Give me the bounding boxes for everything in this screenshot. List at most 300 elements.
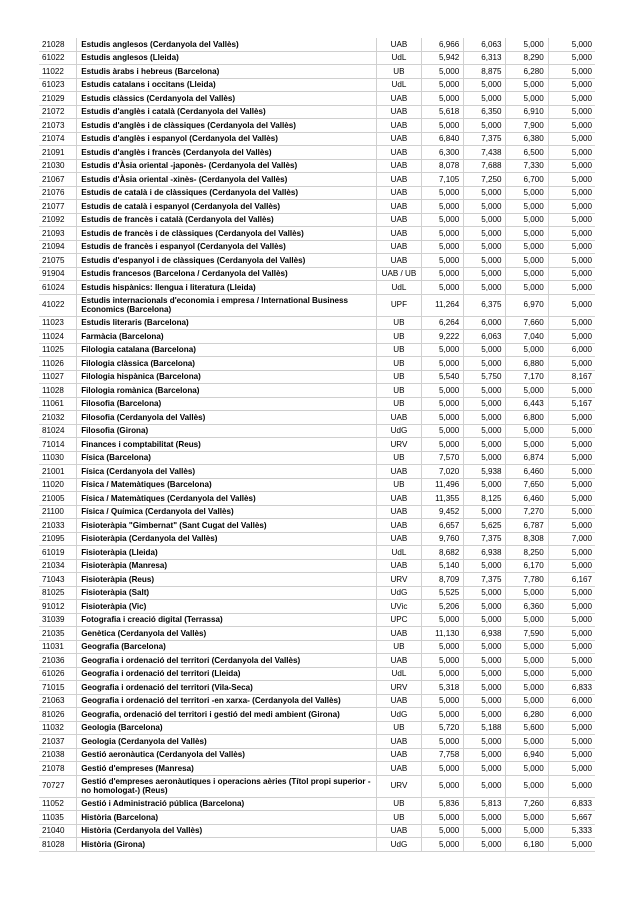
grade-cell-4: 6,167: [548, 573, 595, 587]
grade-cell-4: 5,000: [548, 78, 595, 92]
program-code-cell: 11028: [39, 384, 77, 398]
table-row: [39, 146, 595, 160]
grade-cell-1: 5,000: [422, 735, 464, 749]
table-row: [39, 38, 595, 51]
university-cell: UB: [376, 330, 421, 344]
program-code-cell: 21001: [39, 465, 77, 479]
program-code-cell: 21072: [39, 105, 77, 119]
grade-cell-1: 5,000: [422, 411, 464, 425]
grade-cell-3: 5,000: [506, 438, 548, 452]
grade-cell-4: 5,000: [548, 559, 595, 573]
program-name-cell: Física / Química (Cerdanyola del Vallès): [77, 505, 377, 519]
grade-cell-1: 7,758: [422, 748, 464, 762]
grade-cell-1: 8,682: [422, 546, 464, 560]
university-cell: UAB: [376, 465, 421, 479]
table-body: [39, 38, 595, 851]
table-row: [39, 267, 595, 281]
table-row: [39, 694, 595, 708]
program-code-cell: 11025: [39, 343, 77, 357]
grade-cell-3: 5,000: [506, 775, 548, 797]
grade-cell-2: 5,000: [464, 640, 506, 654]
table-row: [39, 119, 595, 133]
grade-cell-3: 5,000: [506, 343, 548, 357]
university-cell: UAB: [376, 505, 421, 519]
grade-cell-4: 5,000: [548, 667, 595, 681]
university-cell: UdG: [376, 586, 421, 600]
grade-cell-2: 5,000: [464, 384, 506, 398]
university-cell: UAB: [376, 227, 421, 241]
program-name-cell: Estudis de català i espanyol (Cerdanyola del Vallès): [77, 200, 377, 214]
program-code-cell: 21035: [39, 627, 77, 641]
program-name-cell: Genètica (Cerdanyola del Vallès): [77, 627, 377, 641]
grade-cell-4: 5,000: [548, 267, 595, 281]
grade-cell-4: 5,000: [548, 600, 595, 614]
table-row: [39, 627, 595, 641]
grade-cell-3: 5,000: [506, 424, 548, 438]
grade-cell-1: 5,000: [422, 119, 464, 133]
program-name-cell: Geologia (Cerdanyola del Vallès): [77, 735, 377, 749]
grade-cell-3: 5,000: [506, 267, 548, 281]
grade-cell-1: 5,000: [422, 397, 464, 411]
program-code-cell: 21034: [39, 559, 77, 573]
grade-cell-2: 5,000: [464, 600, 506, 614]
program-name-cell: Estudis literaris (Barcelona): [77, 316, 377, 330]
table-row: [39, 573, 595, 587]
program-name-cell: Geografia i ordenació del territori (Lleida): [77, 667, 377, 681]
grade-cell-3: 7,650: [506, 478, 548, 492]
university-cell: UAB: [376, 627, 421, 641]
program-code-cell: 21095: [39, 532, 77, 546]
program-code-cell: 61024: [39, 281, 77, 295]
university-cell: UAB: [376, 159, 421, 173]
grade-cell-1: 5,000: [422, 92, 464, 106]
program-name-cell: Filosofia (Cerdanyola del Vallès): [77, 411, 377, 425]
program-name-cell: Fotografia i creació digital (Terrassa): [77, 613, 377, 627]
table-row: [39, 762, 595, 776]
university-cell: URV: [376, 573, 421, 587]
program-name-cell: Estudis clàssics (Cerdanyola del Vallès): [77, 92, 377, 106]
program-code-cell: 21063: [39, 694, 77, 708]
table-row: [39, 438, 595, 452]
table-row: [39, 838, 595, 852]
program-code-cell: 11027: [39, 370, 77, 384]
university-cell: UAB: [376, 132, 421, 146]
grade-cell-2: 5,000: [464, 411, 506, 425]
table-row: [39, 708, 595, 722]
grade-cell-1: 11,496: [422, 478, 464, 492]
grade-cell-4: 5,000: [548, 65, 595, 79]
table-row: [39, 294, 595, 316]
grade-cell-2: 5,000: [464, 478, 506, 492]
table-row: [39, 173, 595, 187]
program-name-cell: Farmàcia (Barcelona): [77, 330, 377, 344]
grade-cell-1: 6,840: [422, 132, 464, 146]
grade-cell-1: 5,000: [422, 254, 464, 268]
grade-cell-1: 5,000: [422, 281, 464, 295]
grade-cell-2: 5,000: [464, 281, 506, 295]
grade-cell-2: 5,000: [464, 254, 506, 268]
program-code-cell: 11061: [39, 397, 77, 411]
program-code-cell: 21073: [39, 119, 77, 133]
program-name-cell: Fisioteràpia (Vic): [77, 600, 377, 614]
grade-cell-1: 5,000: [422, 694, 464, 708]
university-cell: UAB: [376, 762, 421, 776]
grade-cell-1: 5,836: [422, 797, 464, 811]
table-row: [39, 384, 595, 398]
grade-cell-2: 5,000: [464, 586, 506, 600]
program-name-cell: Estudis àrabs i hebreus (Barcelona): [77, 65, 377, 79]
grade-cell-4: 5,000: [548, 838, 595, 852]
university-cell: UAB: [376, 824, 421, 838]
university-cell: UAB: [376, 654, 421, 668]
program-code-cell: 11032: [39, 721, 77, 735]
grade-cell-3: 5,000: [506, 78, 548, 92]
table-row: [39, 200, 595, 214]
university-cell: UAB: [376, 240, 421, 254]
grade-cell-2: 5,000: [464, 451, 506, 465]
grade-cell-4: 5,000: [548, 384, 595, 398]
grade-cell-2: 5,000: [464, 200, 506, 214]
grade-cell-4: 5,667: [548, 811, 595, 825]
table-row: [39, 681, 595, 695]
grade-cell-4: 6,833: [548, 797, 595, 811]
grade-cell-3: 5,000: [506, 735, 548, 749]
grade-cell-3: 5,000: [506, 824, 548, 838]
program-name-cell: Història (Cerdanyola del Vallès): [77, 824, 377, 838]
program-code-cell: 21094: [39, 240, 77, 254]
program-name-cell: Filologia romànica (Barcelona): [77, 384, 377, 398]
grade-cell-3: 6,360: [506, 600, 548, 614]
grade-cell-2: 5,000: [464, 438, 506, 452]
grade-cell-1: 5,206: [422, 600, 464, 614]
table-row: [39, 721, 595, 735]
grade-cell-1: 5,000: [422, 438, 464, 452]
program-code-cell: 11052: [39, 797, 77, 811]
grade-cell-4: 6,833: [548, 681, 595, 695]
grade-cell-4: 5,000: [548, 451, 595, 465]
grade-cell-1: 6,264: [422, 316, 464, 330]
grade-cell-4: 5,000: [548, 213, 595, 227]
grade-cell-3: 6,500: [506, 146, 548, 160]
grade-cell-2: 5,000: [464, 811, 506, 825]
program-code-cell: 21030: [39, 159, 77, 173]
table-row: [39, 600, 595, 614]
program-code-cell: 21038: [39, 748, 77, 762]
program-code-cell: 11030: [39, 451, 77, 465]
table-row: [39, 519, 595, 533]
grade-cell-3: 7,270: [506, 505, 548, 519]
grade-cell-3: 6,700: [506, 173, 548, 187]
program-code-cell: 21077: [39, 200, 77, 214]
grade-cell-3: 7,900: [506, 119, 548, 133]
university-cell: UdG: [376, 708, 421, 722]
grade-cell-3: 8,308: [506, 532, 548, 546]
grade-cell-4: 5,000: [548, 424, 595, 438]
program-name-cell: Filosofia (Girona): [77, 424, 377, 438]
grade-cell-1: 5,540: [422, 370, 464, 384]
university-cell: UdG: [376, 838, 421, 852]
program-code-cell: 21028: [39, 38, 77, 51]
university-cell: UB: [376, 397, 421, 411]
grade-cell-2: 6,063: [464, 38, 506, 51]
university-cell: UAB: [376, 200, 421, 214]
university-cell: UdG: [376, 424, 421, 438]
grade-cell-3: 6,787: [506, 519, 548, 533]
university-cell: UB: [376, 316, 421, 330]
table-row: [39, 735, 595, 749]
grade-cell-4: 5,000: [548, 132, 595, 146]
grade-cell-2: 6,313: [464, 51, 506, 65]
grade-cell-2: 5,000: [464, 397, 506, 411]
grade-cell-4: 5,333: [548, 824, 595, 838]
table-row: [39, 546, 595, 560]
university-cell: UAB: [376, 411, 421, 425]
table-row: [39, 586, 595, 600]
grade-cell-4: 5,000: [548, 92, 595, 106]
table-row: [39, 559, 595, 573]
grade-cell-2: 6,000: [464, 316, 506, 330]
university-cell: URV: [376, 775, 421, 797]
program-name-cell: Estudis hispànics: llengua i literatura (Lleida): [77, 281, 377, 295]
table-row: [39, 775, 595, 797]
grade-cell-2: 5,000: [464, 708, 506, 722]
grade-cell-2: 5,750: [464, 370, 506, 384]
grade-cell-3: 5,000: [506, 654, 548, 668]
grade-cell-4: 6,000: [548, 343, 595, 357]
program-code-cell: 11035: [39, 811, 77, 825]
grade-cell-2: 5,000: [464, 119, 506, 133]
university-cell: UAB: [376, 92, 421, 106]
grade-cell-2: 6,375: [464, 294, 506, 316]
program-name-cell: Geologia (Barcelona): [77, 721, 377, 735]
program-name-cell: Estudis d'anglès i català (Cerdanyola del Vallès): [77, 105, 377, 119]
university-cell: UB: [376, 797, 421, 811]
grade-cell-4: 6,000: [548, 708, 595, 722]
program-code-cell: 21032: [39, 411, 77, 425]
university-cell: URV: [376, 681, 421, 695]
grade-cell-2: 5,000: [464, 559, 506, 573]
table-row: [39, 797, 595, 811]
program-code-cell: 71043: [39, 573, 77, 587]
program-name-cell: Filologia clàssica (Barcelona): [77, 357, 377, 371]
grade-cell-4: 5,000: [548, 357, 595, 371]
grade-cell-2: 5,000: [464, 613, 506, 627]
grade-cell-1: 5,000: [422, 357, 464, 371]
grade-cell-4: 5,000: [548, 492, 595, 506]
university-cell: UB: [376, 640, 421, 654]
table-row: [39, 281, 595, 295]
program-code-cell: 11020: [39, 478, 77, 492]
table-row: [39, 65, 595, 79]
grade-cell-3: 6,170: [506, 559, 548, 573]
program-name-cell: Gestió d'empreses aeronàutiques i operacions aèries (Títol propi superior -no homologat-) (Reus): [77, 775, 377, 797]
program-name-cell: Estudis d'anglès i espanyol (Cerdanyola del Vallès): [77, 132, 377, 146]
grade-cell-1: 5,942: [422, 51, 464, 65]
university-cell: UB: [376, 370, 421, 384]
university-cell: UAB: [376, 38, 421, 51]
grade-cell-4: 5,000: [548, 186, 595, 200]
program-name-cell: Estudis catalans i occitans (Lleida): [77, 78, 377, 92]
grade-cell-3: 5,000: [506, 186, 548, 200]
program-code-cell: 11031: [39, 640, 77, 654]
grade-cell-3: 6,180: [506, 838, 548, 852]
grade-cell-4: 5,000: [548, 173, 595, 187]
grade-cell-4: 5,000: [548, 586, 595, 600]
university-cell: UAB: [376, 254, 421, 268]
grade-cell-3: 5,000: [506, 384, 548, 398]
program-name-cell: Geografia i ordenació del territori (Cerdanyola del Vallès): [77, 654, 377, 668]
university-cell: UPC: [376, 613, 421, 627]
grade-cell-1: 11,130: [422, 627, 464, 641]
grade-cell-2: 5,000: [464, 424, 506, 438]
program-name-cell: Geografia (Barcelona): [77, 640, 377, 654]
grade-cell-4: 5,000: [548, 51, 595, 65]
grade-cell-2: 5,000: [464, 357, 506, 371]
program-code-cell: 61022: [39, 51, 77, 65]
grade-cell-1: 5,000: [422, 640, 464, 654]
program-name-cell: Geografia, ordenació del territori i gestió del medi ambient (Girona): [77, 708, 377, 722]
program-code-cell: 21029: [39, 92, 77, 106]
grade-cell-1: 6,657: [422, 519, 464, 533]
grade-cell-2: 8,875: [464, 65, 506, 79]
university-cell: UAB: [376, 532, 421, 546]
grade-cell-4: 7,000: [548, 532, 595, 546]
program-code-cell: 70727: [39, 775, 77, 797]
university-cell: UB: [376, 478, 421, 492]
university-cell: UAB: [376, 735, 421, 749]
program-code-cell: 61023: [39, 78, 77, 92]
table-row: [39, 492, 595, 506]
grade-cell-3: 6,800: [506, 411, 548, 425]
table-row: [39, 330, 595, 344]
admission-grades-table: [39, 38, 595, 852]
program-name-cell: Física (Cerdanyola del Vallès): [77, 465, 377, 479]
grade-cell-3: 6,380: [506, 132, 548, 146]
program-name-cell: Història (Barcelona): [77, 811, 377, 825]
university-cell: UB: [376, 811, 421, 825]
grade-cell-2: 6,350: [464, 105, 506, 119]
program-name-cell: Geografia i ordenació del territori -en xarxa- (Cerdanyola del Vallès): [77, 694, 377, 708]
grade-cell-3: 5,000: [506, 213, 548, 227]
table-row: [39, 748, 595, 762]
program-name-cell: Fisioteràpia (Manresa): [77, 559, 377, 573]
grade-cell-3: 6,280: [506, 708, 548, 722]
university-cell: UB: [376, 451, 421, 465]
grade-cell-3: 6,443: [506, 397, 548, 411]
grade-cell-3: 7,660: [506, 316, 548, 330]
university-cell: UB: [376, 721, 421, 735]
program-name-cell: Estudis francesos (Barcelona / Cerdanyola del Vallès): [77, 267, 377, 281]
grade-cell-1: 5,000: [422, 200, 464, 214]
university-cell: URV: [376, 438, 421, 452]
grade-cell-3: 5,000: [506, 281, 548, 295]
table-row: [39, 186, 595, 200]
university-cell: UAB: [376, 559, 421, 573]
grade-cell-3: 5,000: [506, 92, 548, 106]
table-row: [39, 316, 595, 330]
university-cell: UAB: [376, 213, 421, 227]
grade-cell-2: 5,000: [464, 92, 506, 106]
grade-cell-1: 9,222: [422, 330, 464, 344]
program-code-cell: 21037: [39, 735, 77, 749]
grade-cell-3: 7,040: [506, 330, 548, 344]
table-row: [39, 254, 595, 268]
grade-cell-1: 5,000: [422, 775, 464, 797]
table-row: [39, 613, 595, 627]
grade-cell-3: 5,000: [506, 38, 548, 51]
program-name-cell: Estudis d'Àsia oriental -xinès- (Cerdanyola del Vallès): [77, 173, 377, 187]
table-row: [39, 227, 595, 241]
grade-cell-3: 7,260: [506, 797, 548, 811]
grade-cell-3: 5,000: [506, 227, 548, 241]
grade-cell-4: 5,000: [548, 105, 595, 119]
table-row: [39, 132, 595, 146]
grade-cell-1: 11,264: [422, 294, 464, 316]
table-row: [39, 411, 595, 425]
grade-cell-1: 5,140: [422, 559, 464, 573]
grade-cell-3: 6,280: [506, 65, 548, 79]
university-cell: UAB: [376, 146, 421, 160]
program-name-cell: Estudis internacionals d'economia i empresa / International Business Economics (Barcelona): [77, 294, 377, 316]
grade-cell-2: 5,938: [464, 465, 506, 479]
program-name-cell: Estudis de francès i espanyol (Cerdanyola del Vallès): [77, 240, 377, 254]
grade-cell-1: 5,000: [422, 267, 464, 281]
table-row: [39, 357, 595, 371]
program-name-cell: Fisioteràpia (Salt): [77, 586, 377, 600]
grade-cell-2: 5,000: [464, 78, 506, 92]
grade-cell-1: 5,000: [422, 213, 464, 227]
grade-cell-3: 7,780: [506, 573, 548, 587]
program-code-cell: 81025: [39, 586, 77, 600]
program-name-cell: Estudis anglesos (Lleida): [77, 51, 377, 65]
program-name-cell: Filologia hispànica (Barcelona): [77, 370, 377, 384]
university-cell: UB: [376, 357, 421, 371]
table-row: [39, 451, 595, 465]
table-row: [39, 105, 595, 119]
table-row: [39, 505, 595, 519]
grade-cell-4: 5,000: [548, 146, 595, 160]
grade-cell-1: 5,000: [422, 65, 464, 79]
grade-cell-3: 5,000: [506, 613, 548, 627]
grade-cell-3: 6,880: [506, 357, 548, 371]
program-code-cell: 61019: [39, 546, 77, 560]
program-name-cell: Estudis d'anglès i francès (Cerdanyola del Vallès): [77, 146, 377, 160]
grade-cell-4: 5,000: [548, 546, 595, 560]
program-code-cell: 81028: [39, 838, 77, 852]
table-row: [39, 532, 595, 546]
university-cell: UAB: [376, 105, 421, 119]
program-code-cell: 21074: [39, 132, 77, 146]
grade-cell-1: 5,000: [422, 824, 464, 838]
grade-cell-1: 5,000: [422, 343, 464, 357]
grade-cell-4: 5,000: [548, 478, 595, 492]
grade-cell-3: 6,460: [506, 465, 548, 479]
grade-cell-2: 6,938: [464, 546, 506, 560]
program-code-cell: 11026: [39, 357, 77, 371]
grade-cell-1: 5,720: [422, 721, 464, 735]
grade-cell-4: 5,000: [548, 281, 595, 295]
program-name-cell: Gestió aeronàutica (Cerdanyola del Vallès): [77, 748, 377, 762]
grade-cell-1: 5,618: [422, 105, 464, 119]
grade-cell-2: 7,250: [464, 173, 506, 187]
program-name-cell: Gestió d'empreses (Manresa): [77, 762, 377, 776]
grade-cell-3: 6,910: [506, 105, 548, 119]
program-code-cell: 91904: [39, 267, 77, 281]
grade-cell-1: 5,000: [422, 240, 464, 254]
table-row: [39, 667, 595, 681]
table-row: [39, 343, 595, 357]
grade-cell-4: 5,000: [548, 411, 595, 425]
